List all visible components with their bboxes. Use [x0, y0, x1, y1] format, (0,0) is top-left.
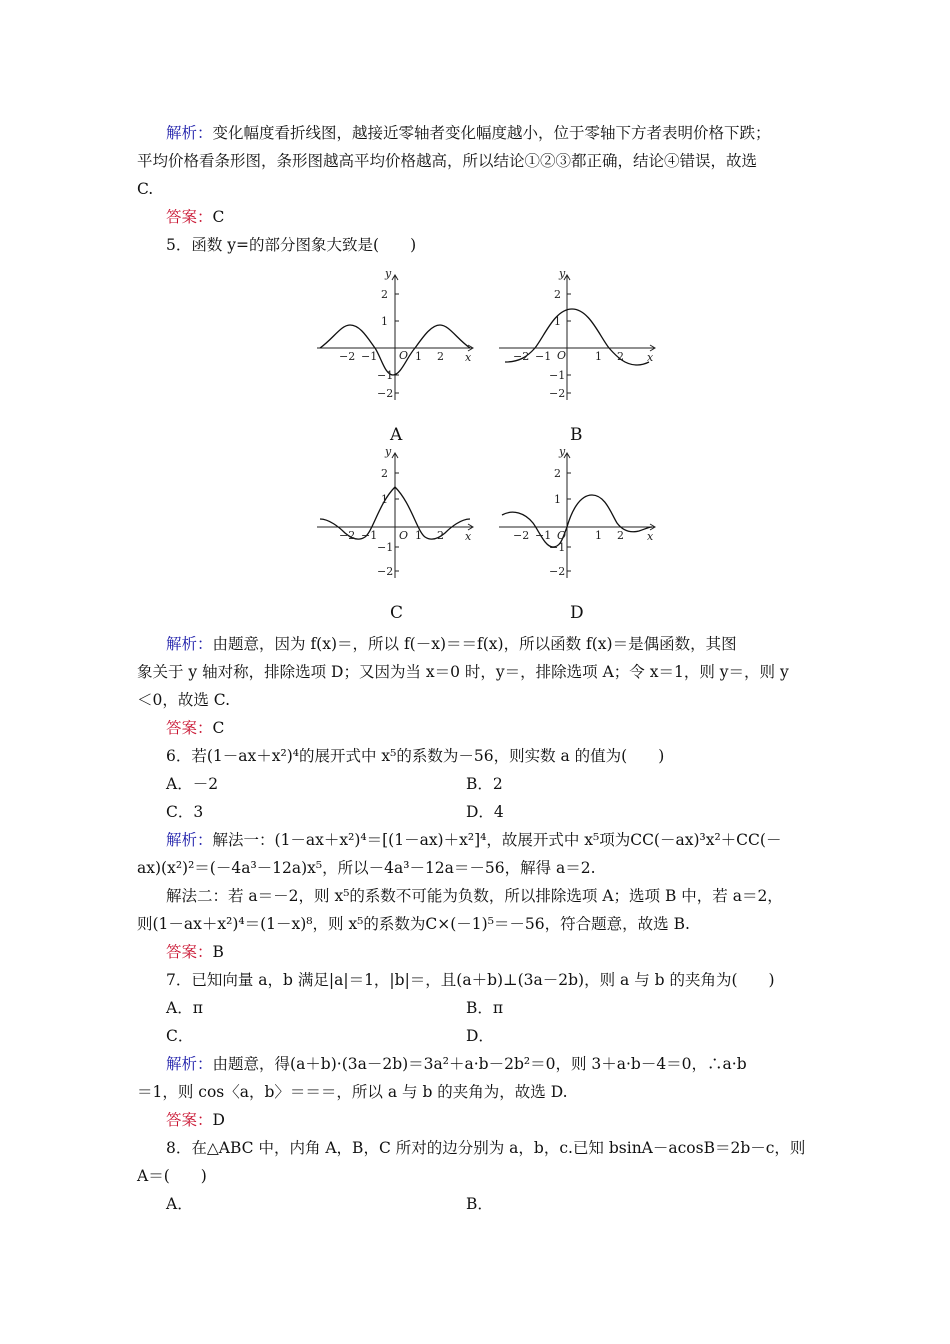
q7-stem: 7．已知向量 a，b 满足|a|＝1，|b|＝，且(a＋b)⊥(3a－2b)，则 a 与 b 的夹角为( )	[166, 971, 775, 989]
svg-text:2: 2	[554, 467, 561, 480]
q8-option-a: A．	[166, 1195, 193, 1213]
svg-text:x: x	[465, 530, 472, 543]
svg-text:2: 2	[617, 529, 624, 542]
analysis-label: 解析：	[166, 1055, 213, 1073]
q6-stem: 6．若(1－ax＋x²)⁴的展开式中 x⁵的系数为－56，则实数 a 的值为( )	[166, 747, 665, 765]
svg-text:x: x	[465, 351, 472, 364]
svg-text:−2: −2	[513, 529, 530, 542]
graph-d	[497, 443, 662, 583]
q6-analysis-line2: ax)(x²)²＝(－4a³－12a)x⁵，所以－4a³－12a＝－56，解得 a＝2.	[137, 859, 596, 877]
q6-option-c: C．3	[166, 803, 204, 821]
answer-value: C	[212, 208, 225, 226]
q7-option-a: A．π	[166, 999, 203, 1017]
svg-text:y: y	[559, 445, 566, 458]
graph-c	[315, 443, 480, 583]
svg-text:−2: −2	[549, 565, 566, 578]
svg-text:2: 2	[554, 288, 561, 301]
q6-option-d: D．4	[466, 803, 504, 821]
q7-answer	[166, 1109, 225, 1131]
q4-answer	[166, 206, 224, 228]
svg-text:2: 2	[437, 529, 444, 542]
svg-text:O: O	[399, 349, 409, 362]
svg-text:y: y	[385, 445, 392, 458]
q5-analysis-line3: ＜0，故选 C.	[137, 691, 231, 709]
svg-text:−1: −1	[535, 350, 552, 363]
q6-analysis-line3: 解法二：若 a＝－2，则 x⁵的系数不可能为负数，所以排除选项 A；选项 B 中，若 a＝2，	[166, 887, 783, 905]
q4-analysis-line1	[166, 122, 771, 144]
q5-answer	[166, 717, 224, 739]
svg-text:y: y	[559, 267, 566, 280]
answer-label: 答案：	[166, 719, 213, 737]
svg-text:1: 1	[381, 493, 388, 506]
answer-label: 答案：	[166, 208, 213, 226]
svg-text:x: x	[647, 530, 654, 543]
svg-text:−2: −2	[513, 350, 530, 363]
svg-text:1: 1	[554, 493, 561, 506]
analysis-text: 由题意，因为 f(x)＝，所以 f(－x)＝＝f(x)，所以函数 f(x)＝是偶函数，其图	[212, 635, 737, 653]
svg-text:−1: −1	[361, 350, 378, 363]
svg-text:x: x	[647, 351, 654, 364]
q7-option-c: C．	[166, 1027, 194, 1045]
analysis-text: 解法一：(1－ax＋x²)⁴＝[(1－ax)＋x²]⁴，故展开式中 x⁵项为CC(－ax)³x²＋CC(－	[212, 831, 782, 849]
analysis-text: 变化幅度看折线图，越接近零轴者变化幅度越小，位于零轴下方者表明价格下跌；	[212, 124, 771, 142]
svg-text:−1: −1	[549, 541, 566, 554]
svg-text:1: 1	[595, 529, 602, 542]
q6-analysis-line4: 则(1－ax＋x²)⁴＝(1－x)⁸，则 x⁵的系数为C×(－1)⁵＝－56，符合题意，故选 B.	[137, 915, 690, 933]
svg-text:O: O	[399, 529, 409, 542]
svg-text:−2: −2	[377, 387, 394, 400]
q6-option-a: A．－2	[166, 775, 219, 793]
q6-answer	[166, 941, 224, 963]
analysis-label: 解析：	[166, 124, 213, 142]
graph-a	[315, 265, 480, 405]
svg-text:2: 2	[437, 350, 444, 363]
q8-stem-line1: 8．在△ABC 中，内角 A，B，C 所对的边分别为 a，b，c.已知 bsinA－acosB＝2b－c，则	[166, 1139, 806, 1157]
answer-label: 答案：	[166, 943, 213, 961]
svg-text:1: 1	[415, 529, 422, 542]
analysis-label: 解析：	[166, 831, 213, 849]
svg-text:−2: −2	[339, 529, 356, 542]
q7-analysis-line2: ＝1，则 cos〈a，b〉＝＝＝，所以 a 与 b 的夹角为，故选 D.	[137, 1083, 568, 1101]
svg-text:−1: −1	[549, 369, 566, 382]
q8-stem-line2: A＝( )	[137, 1167, 207, 1185]
svg-text:2: 2	[381, 288, 388, 301]
graph-label-a: A	[390, 425, 403, 445]
graph-b	[497, 265, 662, 405]
q5-analysis-line2: 象关于 y 轴对称，排除选项 D；又因为当 x＝0 时，y＝，排除选项 A；令 x＝1，则 y＝，则 y	[137, 663, 789, 681]
q8-option-b: B．	[466, 1195, 493, 1213]
svg-text:y: y	[385, 267, 392, 280]
q7-option-d: D．	[466, 1027, 494, 1045]
svg-text:−2: −2	[377, 565, 394, 578]
svg-text:1: 1	[415, 350, 422, 363]
svg-text:1: 1	[595, 350, 602, 363]
svg-text:2: 2	[617, 350, 624, 363]
svg-text:−2: −2	[549, 387, 566, 400]
answer-label: 答案：	[166, 1111, 213, 1129]
analysis-text: 由题意，得(a＋b)·(3a－2b)＝3a²＋a·b－2b²＝0，则 3＋a·b－4＝0，∴a·b	[212, 1055, 747, 1073]
svg-text:−1: −1	[377, 541, 394, 554]
q6-analysis-line1	[166, 829, 781, 851]
q4-analysis-line3: C.	[137, 180, 154, 198]
svg-text:1: 1	[554, 315, 561, 328]
svg-text:1: 1	[381, 315, 388, 328]
svg-text:−1: −1	[377, 369, 394, 382]
q6-option-b: B．2	[466, 775, 503, 793]
svg-text:−1: −1	[535, 529, 552, 542]
answer-value: C	[212, 719, 225, 737]
q7-option-b: B．π	[466, 999, 504, 1017]
svg-text:−1: −1	[361, 529, 378, 542]
svg-text:O: O	[557, 349, 567, 362]
answer-value: B	[212, 943, 224, 961]
graph-label-b: B	[570, 425, 583, 445]
analysis-label: 解析：	[166, 635, 213, 653]
svg-text:O: O	[557, 529, 567, 542]
svg-text:−2: −2	[339, 350, 356, 363]
q5-analysis-line1	[166, 633, 737, 655]
graph-label-d: D	[570, 603, 584, 623]
answer-value: D	[212, 1111, 225, 1129]
q5-stem: 5．函数 y=的部分图象大致是( )	[166, 236, 417, 254]
q7-analysis-line1	[166, 1053, 747, 1075]
svg-text:2: 2	[381, 467, 388, 480]
q4-analysis-line2: 平均价格看条形图，条形图越高平均价格越高，所以结论①②③都正确，结论④错误，故选	[137, 152, 758, 170]
graph-label-c: C	[390, 603, 404, 623]
